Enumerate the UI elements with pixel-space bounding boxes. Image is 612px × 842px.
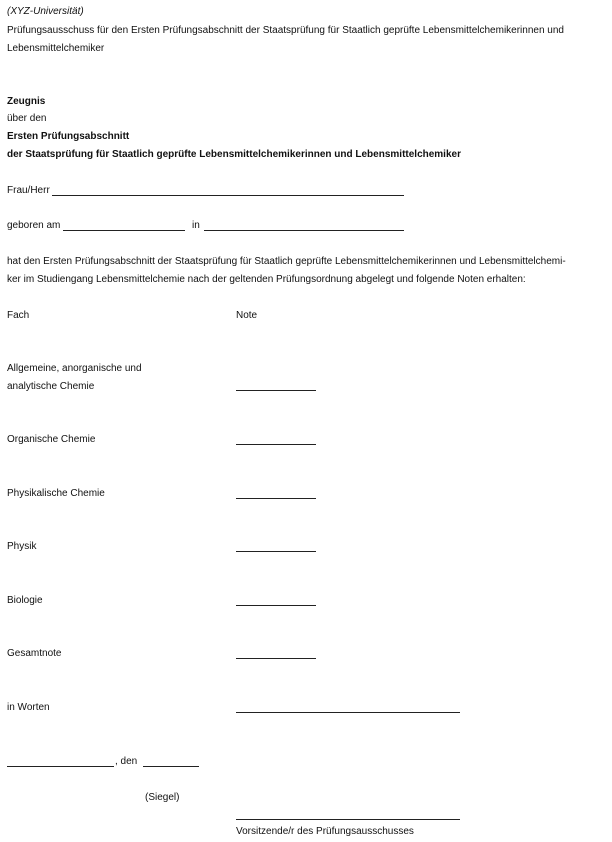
subject-general-chemistry-line-2: analytische Chemie <box>7 381 95 392</box>
grade-line-organic-chemistry[interactable] <box>236 444 316 445</box>
subject-column-header: Fach <box>7 310 30 321</box>
birth-place-label: in <box>192 220 200 231</box>
grade-line-biology[interactable] <box>236 605 316 606</box>
subject-organic-chemistry: Organische Chemie <box>7 434 96 445</box>
title-line-3: Ersten Prüfungsabschnitt <box>7 131 130 142</box>
overall-grade-label: Gesamtnote <box>7 648 62 659</box>
date-separator: , den <box>115 756 138 767</box>
date-field-line[interactable] <box>143 766 199 767</box>
grade-column-header: Note <box>236 310 258 321</box>
name-label: Frau/Herr <box>7 185 50 196</box>
signature-line[interactable] <box>236 819 460 820</box>
place-field-line[interactable] <box>7 766 114 767</box>
seal-label: (Siegel) <box>145 792 180 803</box>
grade-line-general-chemistry[interactable] <box>236 390 316 391</box>
title-line-4: der Staatsprüfung für Staatlich geprüfte Lebensmittelchemikerinnen und Lebensmittelchemiker <box>7 149 461 160</box>
document-title: Zeugnis <box>7 96 46 107</box>
subject-physics: Physik <box>7 541 37 552</box>
committee-line-1: Prüfungsausschuss für den Ersten Prüfungsabschnitt der Staatsprüfung für Staatlich geprüfte Lebensmittelchemikerinnen und <box>7 25 564 36</box>
grade-line-physics[interactable] <box>236 551 316 552</box>
grade-in-words-line[interactable] <box>236 712 460 713</box>
name-field-line[interactable] <box>52 195 404 196</box>
subject-physical-chemistry: Physikalische Chemie <box>7 488 105 499</box>
title-line-2: über den <box>7 113 47 124</box>
grade-line-overall[interactable] <box>236 658 316 659</box>
grade-line-physical-chemistry[interactable] <box>236 498 316 499</box>
birth-date-label: geboren am <box>7 220 61 231</box>
university-name: (XYZ-Universität) <box>7 6 84 17</box>
birth-date-field-line[interactable] <box>63 230 185 231</box>
grade-in-words-label: in Worten <box>7 702 50 713</box>
subject-general-chemistry-line-1: Allgemeine, anorganische und <box>7 363 142 374</box>
subject-biology: Biologie <box>7 595 43 606</box>
signature-caption: Vorsitzende/r des Prüfungsausschusses <box>236 826 414 837</box>
body-text-line-2: ker im Studiengang Lebensmittelchemie nach der geltenden Prüfungsordnung abgelegt und folgende Noten erhalten: <box>7 274 526 285</box>
birth-place-field-line[interactable] <box>204 230 404 231</box>
body-text-line-1: hat den Ersten Prüfungsabschnitt der Staatsprüfung für Staatlich geprüfte Lebensmittelchemikerinnen und Lebensmittelchemi- <box>7 256 566 267</box>
committee-line-2: Lebensmittelchemiker <box>7 43 105 54</box>
